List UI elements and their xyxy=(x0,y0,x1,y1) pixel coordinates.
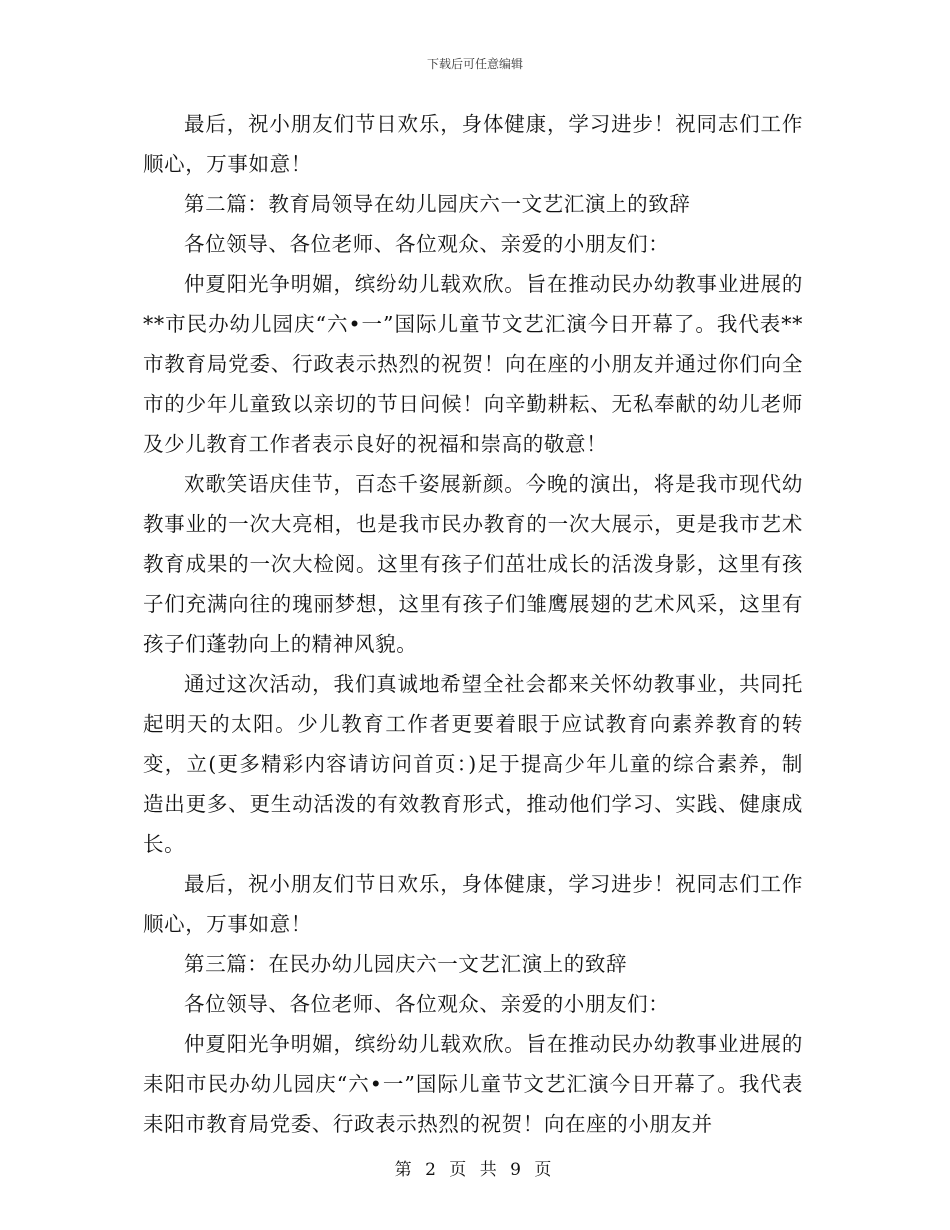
paragraph: 通过这次活动，我们真诚地希望全社会都来关怀幼教事业，共同托起明天的太阳。少儿教育工作者更要着眼于应试教育向素养教育的转变，立(更多精彩内容请访问首页：)足于提高少年儿童的综合素养，制造出更多、更生动活泼的有效教育形式，推动他们学习、实践、健康成长。 xyxy=(143,672,803,856)
paragraph: 仲夏阳光争明媚，缤纷幼儿载欢欣。旨在推动民办幼教事业进展的耒阳市民办幼儿园庆“六•一”国际儿童节文艺汇演今日开幕了。我代表耒阳市教育局党委、行政表示热烈的祝贺！向在座的小朋友并 xyxy=(143,1032,803,1136)
paragraph: 最后，祝小朋友们节日欢乐，身体健康，学习进步！祝同志们工作顺心，万事如意！ xyxy=(143,872,803,936)
salutation: 各位领导、各位老师、各位观众、亲爱的小朋友们： xyxy=(184,992,670,1016)
paragraph: 仲夏阳光争明媚，缤纷幼儿载欢欣。旨在推动民办幼教事业进展的**市民办幼儿园庆“六•一”国际儿童节文艺汇演今日开幕了。我代表**市教育局党委、行政表示热烈的祝贺！向在座的小朋友并通过你们向全市的少年儿童致以亲切的节日问候！向辛勤耕耘、无私奉献的幼儿老师及少儿教育工作者表示良好的祝福和崇高的敬意！ xyxy=(143,272,803,456)
paragraph: 欢歌笑语庆佳节，百态千姿展新颜。今晚的演出，将是我市现代幼教事业的一次大亮相，也是我市民办教育的一次大展示，更是我市艺术教育成果的一次大检阅。这里有孩子们茁壮成长的活泼身影，这里有孩子们充满向往的瑰丽梦想，这里有孩子们雏鹰展翅的艺术风采，这里有孩子们蓬勃向上的精神风貌。 xyxy=(143,472,803,656)
section-title: 第三篇：在民办幼儿园庆六一文艺汇演上的致辞 xyxy=(184,952,628,976)
document-body xyxy=(143,104,803,1144)
section-title: 第二篇：教育局领导在幼儿园庆六一文艺汇演上的致辞 xyxy=(184,192,691,216)
page-header: 下载后可任意编辑 xyxy=(426,57,523,71)
salutation: 各位领导、各位老师、各位观众、亲爱的小朋友们： xyxy=(184,232,670,256)
page-footer: 第 2 页 共 9 页 xyxy=(394,1160,556,1180)
paragraph: 最后，祝小朋友们节日欢乐，身体健康，学习进步！祝同志们工作顺心，万事如意！ xyxy=(143,112,803,176)
